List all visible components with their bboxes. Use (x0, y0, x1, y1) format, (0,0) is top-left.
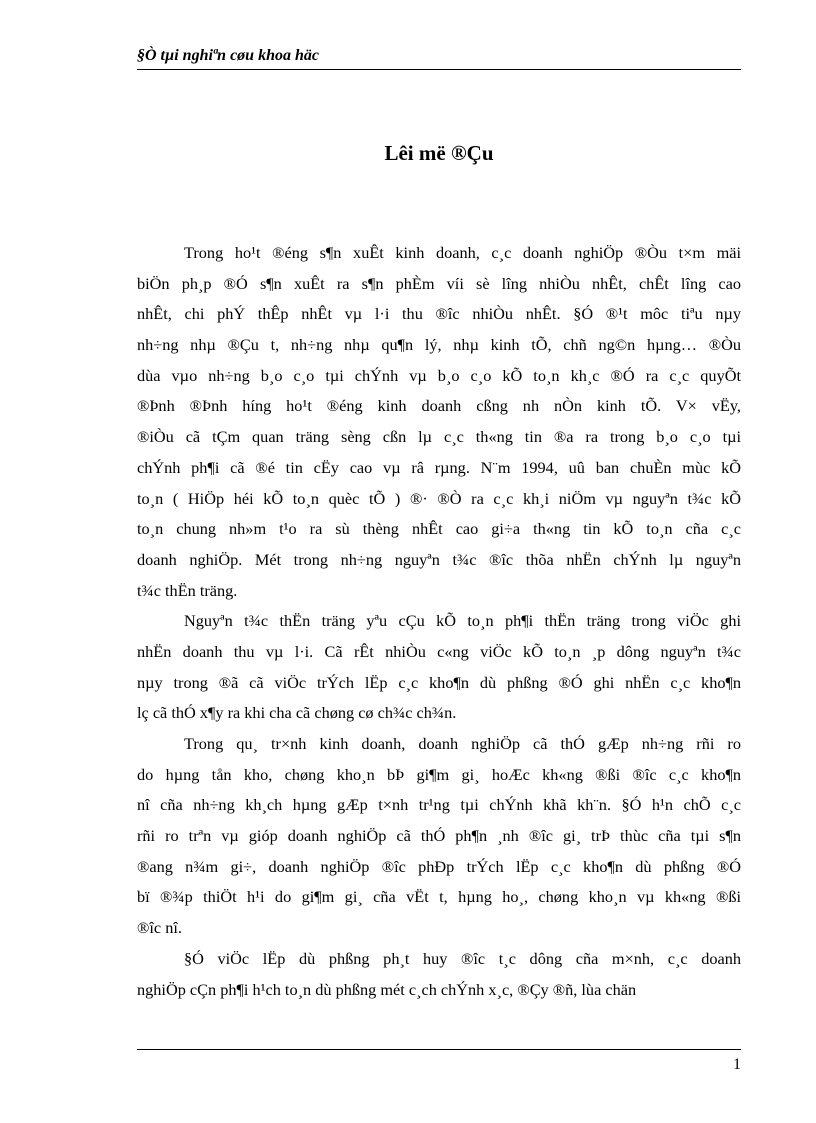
paragraph-line: Trong ho¹t ®éng s¶n xuÊt kinh doanh, c¸c doanh nghiÖp ®Òu t×m mäi (184, 243, 741, 262)
header-title: §Ò tµi nghiªn cøu khoa häc (137, 47, 319, 64)
paragraph-line: t¾c thËn träng. (137, 580, 238, 600)
paragraph-line: §Ó viÖc lËp dù phßng ph¸t huy ®îc t¸c dông cña m×nh, c¸c doanh (184, 948, 741, 968)
paragraph-line: biÖn ph¸p ®Ó s¶n xuÊt ra s¶n phÈm víi sè lîng nhiÒu nhÊt, chÊt lîng cao (137, 273, 741, 293)
page-number: 1 (733, 1056, 741, 1073)
paragraph-line: nhËn doanh thu vµ l·i. Cã rÊt nhiÒu c«ng viÖc kÕ to¸n ¸p dông nguyªn t¾c (137, 641, 741, 661)
document-title: Lêi më ®Çu (384, 141, 494, 165)
paragraph-line: nî cña nh÷ng kh¸ch hµng gÆp t×nh tr¹ng tµi chÝnh khã kh¨n. §Ó h¹n chÕ c¸c (137, 795, 741, 815)
paragraph-line: nµy trong ®ã cã viÖc trÝch lËp c¸c kho¶n dù phßng ®Ó ghi nhËn c¸c kho¶n (137, 672, 741, 692)
footer-rule (137, 1049, 741, 1050)
paragraph-line: lç cã thÓ x¶y ra khi cha cã chøng cø ch¾c ch¾n. (137, 703, 457, 723)
paragraph-line: do hµng tån kho, chøng kho¸n bÞ gi¶m gi¸ hoÆc kh«ng ®ßi ®îc c¸c kho¶n (137, 764, 741, 784)
paragraph-line: ®Þnh ®Þnh híng ho¹t ®éng kinh doanh cßng nh nÒn kinh tÕ. V× vËy, (137, 396, 741, 416)
paragraph-line: chÝnh ph¶i cã ®é tin cËy cao vµ râ rµng. N¨m 1994, uû ban chuÈn mùc kÕ (137, 457, 741, 477)
paragraph-line: rñi ro trªn vµ gióp doanh nghiÖp cã thÓ ph¶n ¸nh ®îc gi¸ trÞ thùc cña tµi s¶n (137, 826, 741, 846)
paragraph-line: nghiÖp cÇn ph¶i h¹ch to¸n dù phßng mét c¸ch chÝnh x¸c, ®Çy ®ñ, lùa chän (137, 979, 637, 999)
paragraph-line: ®ang n¾m gi÷, doanh nghiÖp ®îc phÐp trÝch lËp c¸c kho¶n dù phßng ®Ó (137, 856, 741, 876)
paragraph-line: to¸n ( HiÖp héi kÕ to¸n quèc tÕ ) ®· ®Ò ra c¸c kh¸i niÖm vµ nguyªn t¾c kÕ (137, 488, 741, 508)
paragraph-line: ®iÒu cã tÇm quan träng sèng cßn lµ c¸c th«ng tin ®a ra trong b¸o c¸o tµi (137, 427, 741, 447)
paragraph-line: to¸n chung nh»m t¹o ra sù thèng nhÊt cao gi÷a th«ng tin kÕ to¸n cña c¸c (137, 519, 741, 539)
paragraph-line: Nguyªn t¾c thËn träng yªu cÇu kÕ to¸n ph¶i thËn träng trong viÖc ghi (184, 611, 741, 631)
document-body (137, 238, 741, 1005)
paragraph-line: nh÷ng nhµ ®Çu t, nh÷ng nhµ qu¶n lý, nhµ kinh tÕ, chñ ng©n hµng… ®Òu (137, 335, 741, 355)
paragraph-line: doanh nghiÖp. Mét trong nh÷ng nguyªn t¾c ®îc thõa nhËn chÝnh lµ nguyªn (137, 549, 741, 569)
header-rule (137, 69, 741, 70)
paragraph-line: nhÊt, chi phÝ thÊp nhÊt vµ l·i thu ®îc nhiÒu nhÊt. §Ó ®¹t môc tiªu nµy (137, 304, 741, 324)
paragraph-line: bï ®¾p thiÖt h¹i do gi¶m gi¸ cña vËt t, hµng ho¸, chøng kho¸n vµ kh«ng ®ßi (137, 887, 741, 907)
paragraph-line: Trong qu¸ tr×nh kinh doanh, doanh nghiÖp cã thÓ gÆp nh÷ng rñi ro (184, 734, 741, 753)
paragraph-line: dùa vµo nh÷ng b¸o c¸o tµi chÝnh vµ b¸o c¸o kÕ to¸n kh¸c ®Ó ra c¸c quyÕt (137, 365, 741, 385)
running-header (137, 46, 741, 66)
paragraph-line: ®îc nî. (137, 918, 182, 938)
